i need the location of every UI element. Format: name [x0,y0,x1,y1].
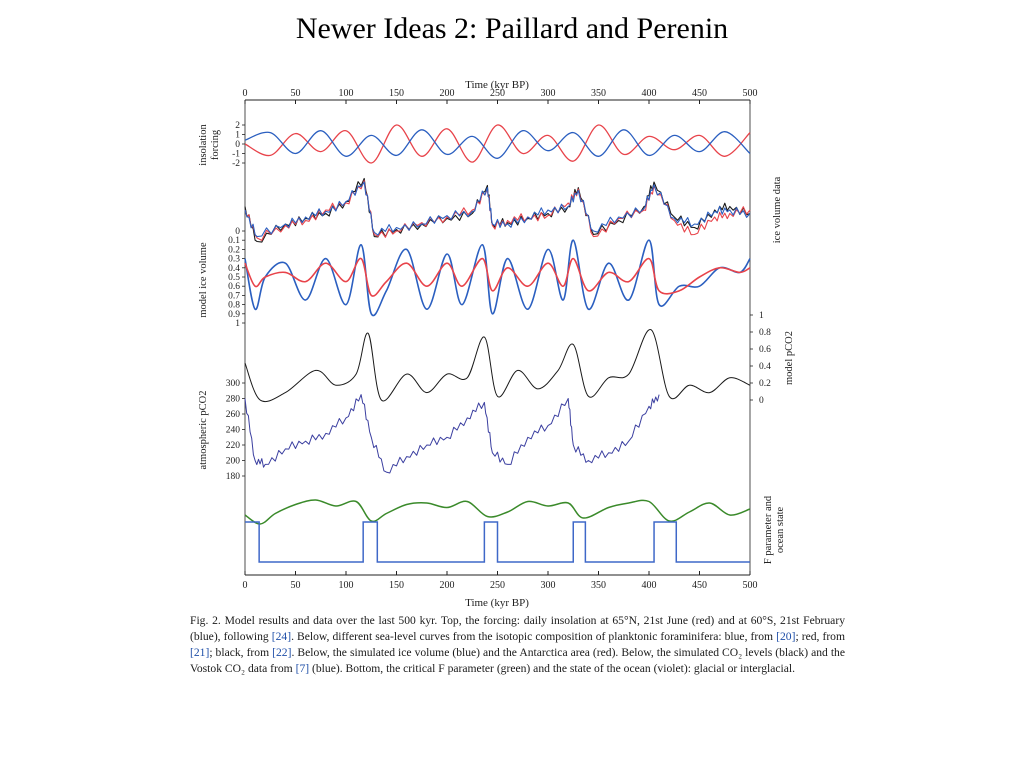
citation-link[interactable]: [22] [272,646,292,659]
bottom-tick-label: 200 [439,580,455,591]
caption-text: . Below, different sea-level curves from the isotopic composition of planktonic foraminifera: blue, from [291,630,777,643]
caption-text: . Below, the simulated ice volume (blue) and the Antarctica area (red). Below, the simulated CO₂ levels (black) and the Vostok CO₂ data from [190,646,845,675]
model-ice-tick-label: 1 [235,319,240,329]
citation-link[interactable]: [7] [295,662,310,675]
figure-caption [190,613,845,677]
top-tick-label: 200 [439,88,455,99]
citation-link[interactable]: [24] [271,630,292,643]
model-ice-ylabel: model ice volume [198,242,209,318]
atm-pco2-ylabel: atmospheric pCO2 [198,390,209,470]
model-pco2-tick-label: 0 [759,396,764,406]
bottom-tick-label: 50 [290,580,301,591]
model-ice-tick-label: 0.2 [228,245,240,256]
atm-pco2-tick-label: 260 [225,410,240,420]
caption-text: ; red, from [795,630,845,643]
top-tick-label: 150 [389,88,404,99]
ocean-state-line [245,522,750,562]
model-ice-tick-label: 0.4 [228,263,240,274]
model-pco2-tick-label: 0.4 [759,362,771,372]
top-tick-label: 100 [338,88,354,99]
model-pco2-tick-label: 0.8 [759,328,771,338]
insolation-tick-label: 1 [235,130,240,141]
model-pCO2-black-line [245,329,750,401]
model-ice-tick-label: 0.7 [228,291,240,302]
atm-pco2-ticks [226,379,245,482]
top-tick-label: 50 [290,88,301,99]
top-tick-label: 500 [742,88,758,99]
top-tick-label: 300 [540,88,556,99]
bottom-time-ticks [243,571,758,591]
model-ice-tick-label: 0 [235,227,240,237]
ice-volume-data-red-line [245,181,750,241]
bottom-tick-label: 350 [591,580,606,591]
atm-pco2-tick-label: 240 [225,425,240,436]
bottom-tick-label: 0 [242,580,248,591]
model-ice-tick-label: 0.3 [228,254,240,265]
insolation-forcing-blue-line [245,130,750,159]
ice-volume-data-blue-line [245,182,750,237]
f-param-ylabel-2: ocean state [775,506,786,554]
bottom-tick-label: 450 [692,580,707,591]
insolation-tick-label: -2 [232,159,240,169]
chart-series [245,125,750,562]
citation-link[interactable]: [21] [190,646,210,659]
bottom-tick-label: 400 [641,580,657,591]
model-ice-tick-label: 0.1 [228,236,240,247]
atm-pco2-tick-label: 200 [225,456,240,467]
bottom-tick-label: 100 [338,580,354,591]
ice-volume-data-black-line [245,179,750,243]
model-pco2-tick-label: 0.2 [759,379,771,389]
insolation-tick-label: 2 [235,121,240,131]
F-parameter-and-ocean-state-green-line [245,500,750,524]
bottom-axis-label: Time (kyr BP) [465,597,529,609]
insolation-ylabel-2: forcing [210,129,221,161]
model-ice-tick-label: 0.9 [228,309,240,320]
f-param-ylabel-1: F parameter and [763,495,774,565]
caption-text: ; black, from [209,646,273,659]
citation-link[interactable]: [20] [776,630,796,643]
top-tick-label: 0 [242,88,248,99]
slide-title: Newer Ideas 2: Paillard and Perenin [295,12,729,45]
model-pco2-tick-label: 0.6 [759,345,771,355]
top-tick-label: 350 [591,88,606,99]
top-tick-label: 450 [692,88,707,99]
insolation-tick-label: 0 [235,140,240,150]
model-ice-tick-label: 0.5 [228,273,240,283]
top-tick-label: 400 [641,88,657,99]
model-ice-volume-blue-line [245,240,750,315]
ice-volume-data-ylabel: ice volume data [772,176,783,244]
bottom-tick-label: 150 [389,580,404,591]
caption-text: (blue). Bottom, the critical F parameter (green) and the state of the ocean (violet): glacial or interglacial. [309,662,796,675]
atm-pco2-tick-label: 180 [225,472,240,482]
caption-text: Fig. 2. Model results and data over the last 500 kyr. Top, the forcing: daily insolation at 65°N, 21st June (red) and at 60°S, 21st February (blue), following [190,614,845,643]
model-pco2-tick-label: 1 [759,311,764,321]
model-ice-tick-label: 0.6 [228,282,240,293]
top-tick-label: 250 [490,88,505,99]
bottom-tick-label: 500 [742,580,758,591]
bottom-tick-label: 250 [490,580,505,591]
atm-pco2-tick-label: 280 [225,394,240,405]
atmospheric-pCO2-violet-line [245,395,659,473]
atm-pco2-tick-label: 300 [225,379,240,389]
bottom-tick-label: 300 [540,580,556,591]
model-ice-tick-label: 0.8 [228,300,240,311]
top-axis-label: Time (kyr BP) [465,79,529,91]
model-ice-ticks [228,227,245,329]
top-time-ticks [243,88,758,104]
insolation-ylabel-1: insolation [198,124,209,166]
insolation-tick-label: -1 [232,149,240,160]
insolation-ticks [232,121,245,169]
model-pco2-ticks [750,311,771,406]
atm-pco2-tick-label: 220 [225,441,240,451]
model-pco2-ylabel: model pCO2 [784,331,795,385]
